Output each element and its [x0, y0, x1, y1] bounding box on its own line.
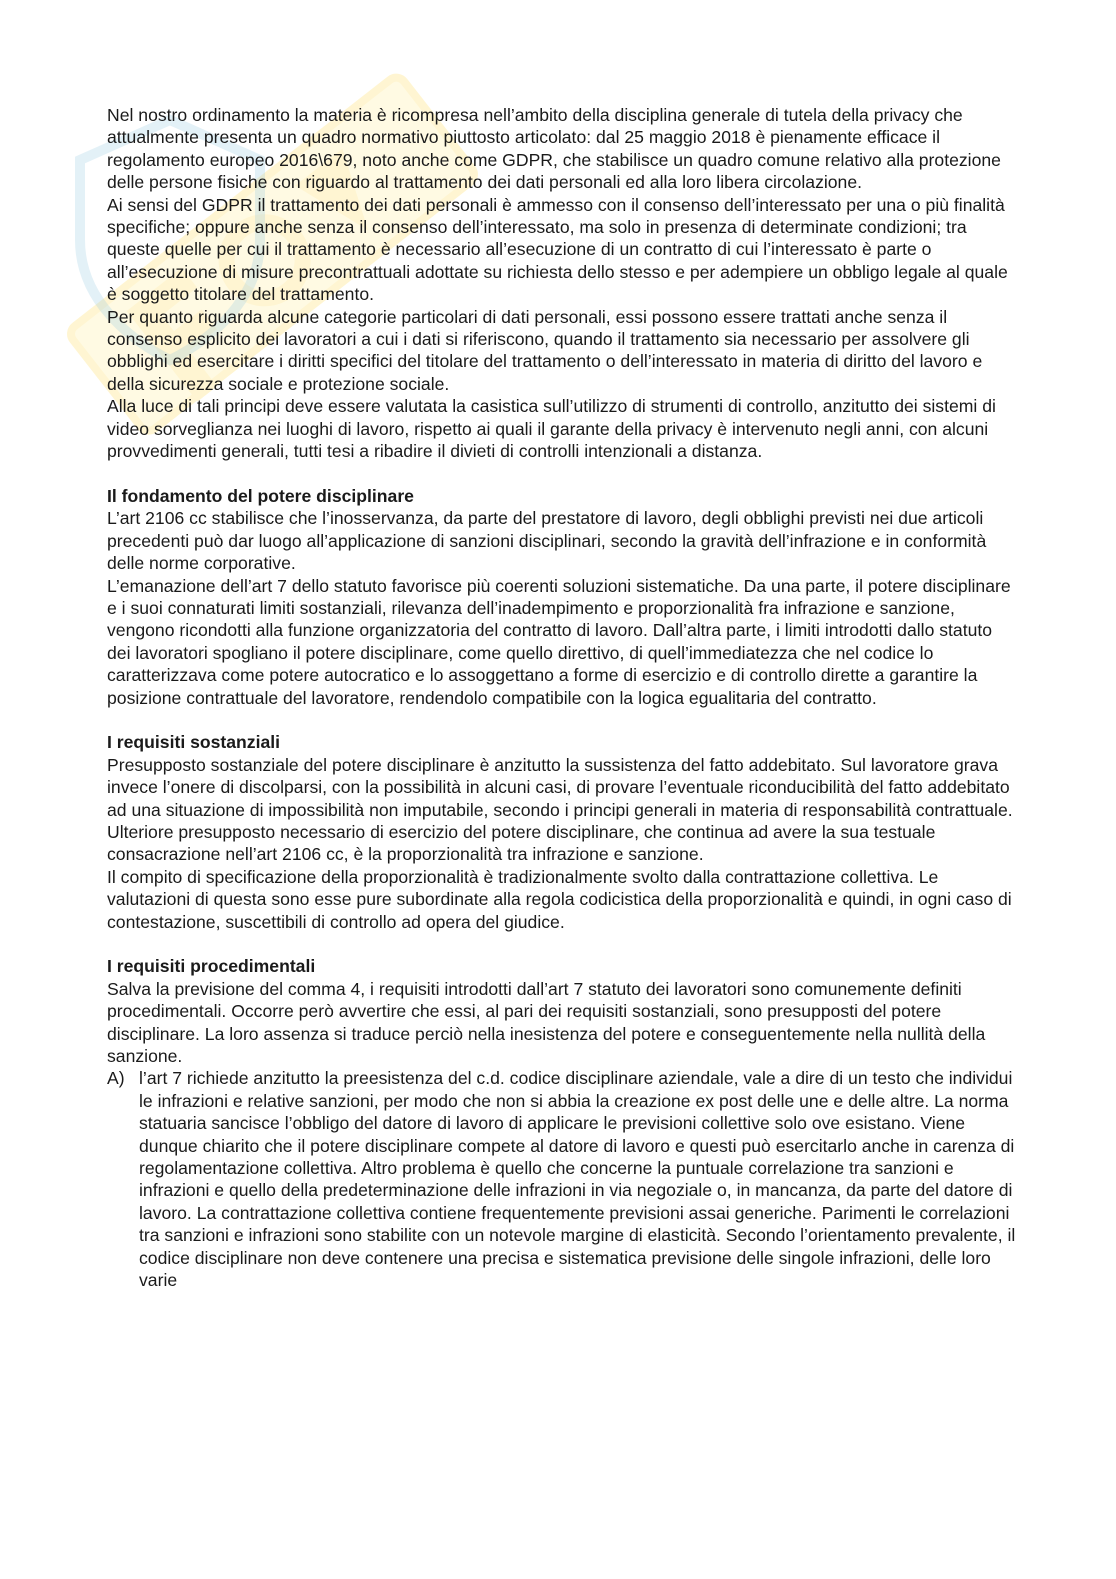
- document-page: [107, 104, 1017, 1291]
- intro-paragraph-3: Per quanto riguarda alcune categorie particolari di dati personali, essi possono essere trattati anche senza il consenso esplicito dei lavoratori a cui i dati si riferiscono, quando il trattamento sia necessario per assolvere gli obblighi ed esercitare i diritti specifici del titolare del trattamento o dell’interessato in materia di diritto del lavoro e della sicurezza sociale e protezione sociale.: [107, 306, 983, 394]
- intro-paragraph-4: Alla luce di tali principi deve essere valutata la casistica sull’utilizzo di strumenti di controllo, anzitutto dei sistemi di video sorveglianza nei luoghi di lavoro, rispetto ai quali il garante della privacy è intervenuto negli anni, con alcuni provvedimenti generali, tutti tesi a ribadire il divieti di controlli intenzionali a distanza.: [107, 396, 996, 462]
- section-heading-requisiti-procedimentali: I requisiti procedimentali: [107, 956, 316, 977]
- section-heading-requisiti-sostanziali: I requisiti sostanziali: [107, 732, 281, 753]
- list-item-a: [107, 1067, 1017, 1291]
- section1-paragraph-1: L’art 2106 cc stabilisce che l’inosservanza, da parte del prestatore di lavoro, degli obblighi previsti nei due articoli precedenti può dar luogo all’applicazione di sanzioni disciplinari, secondo la gravità dell’infrazione e in conformità delle norme corporative.: [107, 508, 987, 574]
- section2-paragraph-3: Il compito di specificazione della proporzionalità è tradizionalmente svolto dalla contrattazione collettiva. Le valutazioni di questa sono esse pure subordinate alla regola codicistica della proporzionalità e quindi, in ogni caso di contestazione, suscettibili di controllo ad opera del giudice.: [107, 866, 1012, 932]
- section2-paragraph-2: Ulteriore presupposto necessario di esercizio del potere disciplinare, che continua ad avere la sua testuale consacrazione nell’art 2106 cc, è la proporzionalità tra infrazione e sanzione.: [107, 821, 936, 865]
- intro-paragraph-1: Nel nostro ordinamento la materia è ricompresa nell’ambito della disciplina generale di tutela della privacy che attualmente presenta un quadro normativo piuttosto articolato: dal 25 maggio 2018 è pienamente efficace il regolamento europeo 2016\679, noto anche come GDPR, che stabilisce un quadro comune relativo alla protezione delle persone fisiche con riguardo al trattamento dei dati personali ed alla loro libera circolazione.: [107, 105, 1001, 193]
- intro-paragraph-2: Ai sensi del GDPR il trattamento dei dati personali è ammesso con il consenso dell’interessato per una o più finalità specifiche; oppure anche senza il consenso dell’interessato, ma solo in presenza di determinate condizioni; tra queste quelle per cui il trattamento è necessario all’esecuzione di un contratto di cui l’interessato è parte o all’esecuzione di misure precontrattuali adottate su richiesta dello stesso e per adempiere un obbligo legale al quale è soggetto titolare del trattamento.: [107, 194, 1008, 305]
- section2-paragraph-1: Presupposto sostanziale del potere disciplinare è anzitutto la sussistenza del fatto addebitato. Sul lavoratore grava invece l’onere di discolparsi, con la possibilità in alcuni casi, di provare l’eventuale riconducibilità del fatto addebitato ad una situazione di impossibilità non imputabile, secondo i principi generali in materia di responsabilità contrattuale.: [107, 754, 1013, 820]
- section1-paragraph-2: L’emanazione dell’art 7 dello statuto favorisce più coerenti soluzioni sistematiche. Da una parte, il potere disciplinare e i suoi connaturati limiti sostanziali, rilevanza dell’inadempimento e proporzionalità fra infrazione e sanzione, vengono ricondotti alla funzione organizzatoria del contratto di lavoro. Dall’altra parte, i limiti introdotti dallo statuto dei lavoratori spogliano il potere disciplinare, come quello direttivo, di quell’immediatezza che nel codice lo caratterizzava come potere autocratico e lo assoggettano a forme di esercizio e di controllo dirette a garantire la posizione contrattuale del lavoratore, rendendolo compatibile con la logica egualitaria del contratto.: [107, 575, 1011, 708]
- section-heading-fondamento: Il fondamento del potere disciplinare: [107, 485, 414, 506]
- list-marker: A): [107, 1068, 125, 1089]
- section3-paragraph-1: Salva la previsione del comma 4, i requisiti introdotti dall’art 7 statuto dei lavoratori sono comunemente definiti procedimentali. Occorre però avvertire che essi, al pari dei requisiti sostanziali, sono presupposti del potere disciplinare. La loro assenza si traduce perciò nella inesistenza del potere e conseguentemente nella nullità della sanzione.: [107, 978, 986, 1067]
- list-item-text: l’art 7 richiede anzitutto la preesistenza del c.d. codice disciplinare aziendale, vale a dire di un testo che individui le infrazioni e relative sanzioni, per modo che non si abbia la creazione ex post delle une e delle altre. La norma statuaria sancisce l’obbligo del datore di lavoro di applicare le previsioni collettive solo ove esistano. Viene dunque chiarito che il potere disciplinare compete al datore di lavoro e questi può esercitarlo anche in carenza di regolamentazione collettiva. Altro problema è quello che concerne la puntuale correlazione tra sanzioni e infrazioni e quello della predeterminazione delle infrazioni in via negoziale o, in mancanza, da parte del datore di lavoro. La contrattazione collettiva contiene frequentemente previsioni assai generiche. Parimenti le correlazioni tra sanzioni e infrazioni sono stabilite con un notevole margine di elasticità. Secondo l’orientamento prevalente, il codice disciplinare non deve contenere una precisa e sistematica previsione delle singole infrazioni, delle loro varie: [139, 1068, 1016, 1291]
